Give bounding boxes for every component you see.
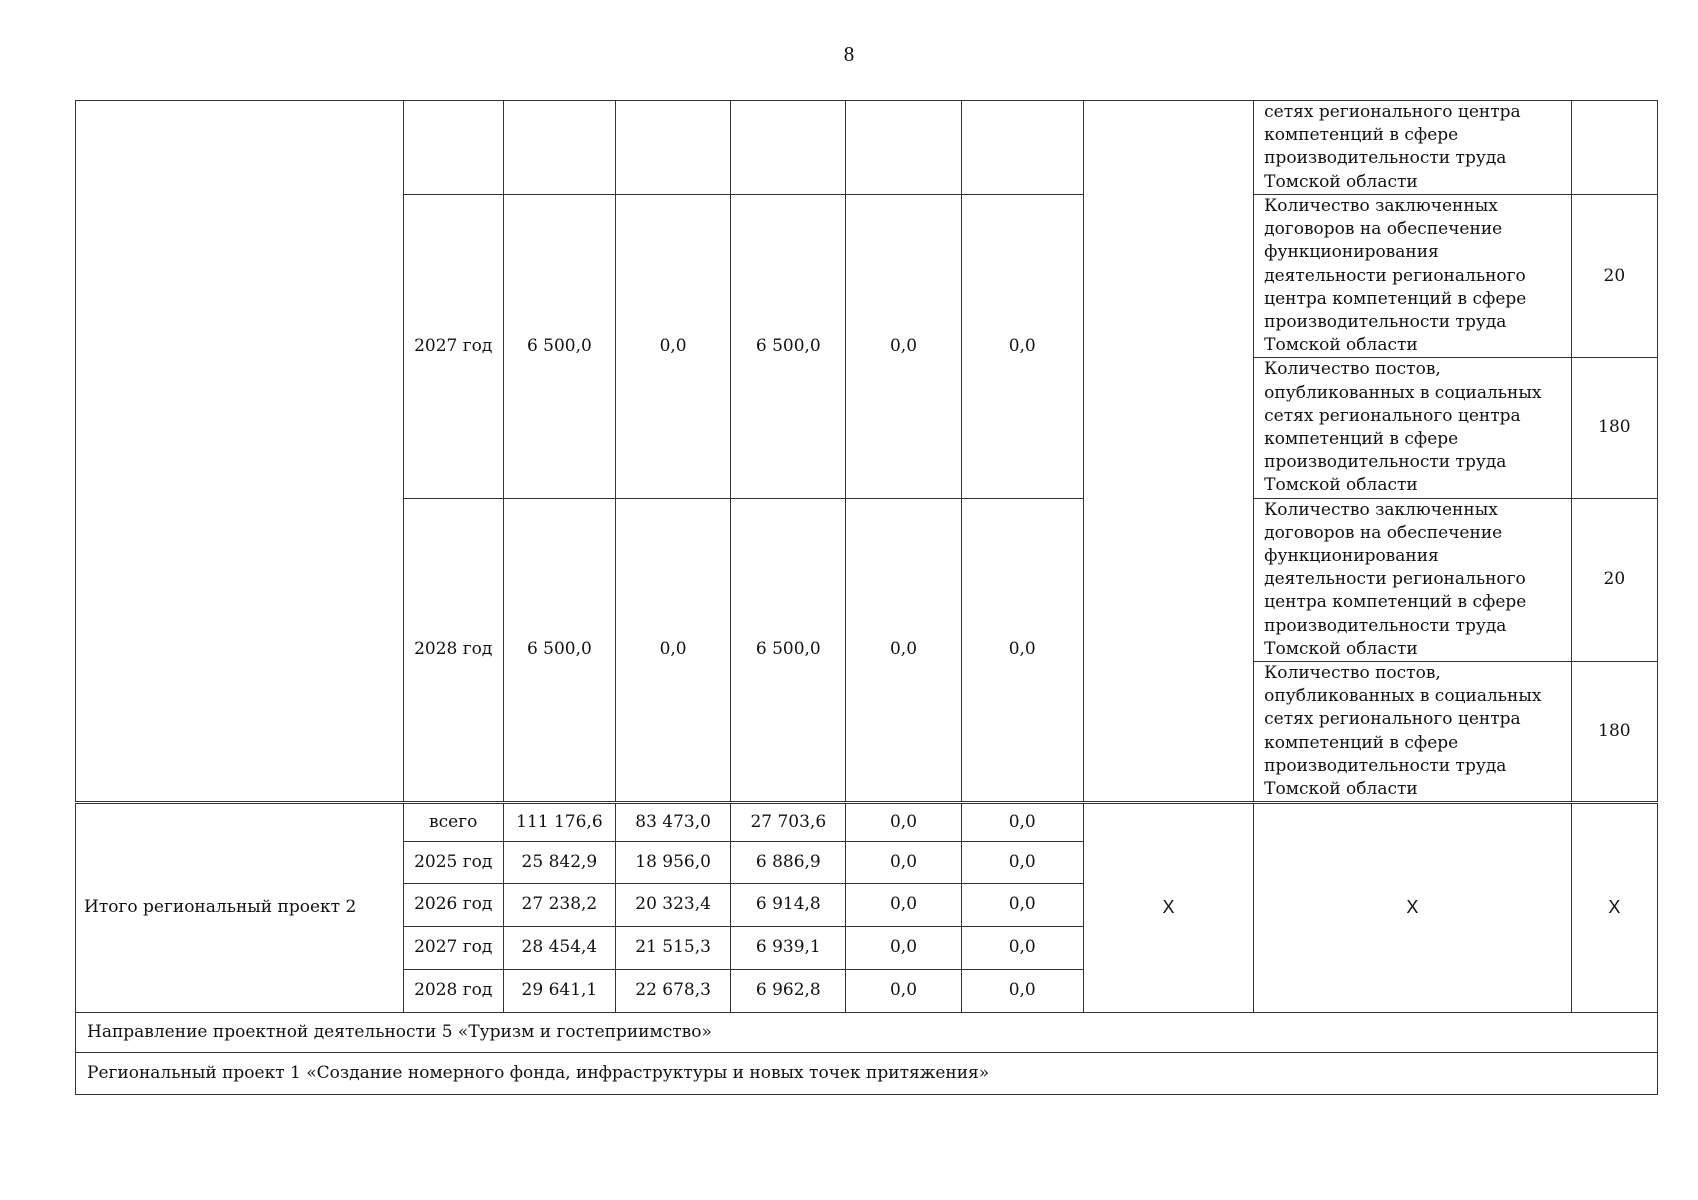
section-row — [76, 1013, 1658, 1053]
year-cell: 2028 год — [403, 498, 503, 802]
total-table — [75, 803, 1658, 1095]
indicator-value-cell: 180 — [1571, 662, 1657, 802]
indicator-value-cell: 20 — [1571, 195, 1657, 358]
value-cell: 6 914,8 — [731, 884, 846, 927]
value-cell — [616, 101, 731, 195]
period-cell: всего — [403, 804, 503, 842]
period-cell: 2026 год — [403, 884, 503, 927]
period-cell: 2025 год — [403, 842, 503, 884]
value-cell: 0,0 — [961, 927, 1083, 970]
indicator-value-cell: 20 — [1571, 498, 1657, 661]
value-cell: 0,0 — [846, 804, 961, 842]
value-cell: 83 473,0 — [616, 804, 731, 842]
value-cell: 0,0 — [961, 498, 1083, 802]
indicator-cell: Количество заключенных договоров на обеспечение функционирования деятельности регионального центра компетенций в сфере производительности труда Томской области — [1254, 195, 1572, 358]
value-cell: 0,0 — [846, 884, 961, 927]
indicator-value-cell: 180 — [1571, 358, 1657, 498]
value-cell: 0,0 — [961, 195, 1083, 499]
value-cell: 21 515,3 — [616, 927, 731, 970]
indicator-cell: Количество заключенных договоров на обеспечение функционирования деятельности регионального центра компетенций в сфере производительности труда Томской области — [1254, 498, 1572, 661]
x-mark: X — [1254, 804, 1572, 1013]
section-heading: Направление проектной деятельности 5 «Туризм и гостеприимство» — [76, 1013, 1658, 1053]
value-cell: 6 500,0 — [731, 498, 846, 802]
value-cell: 20 323,4 — [616, 884, 731, 927]
value-cell — [961, 101, 1083, 195]
total-label: Итого региональный проект 2 — [76, 804, 404, 1013]
value-cell: 0,0 — [616, 195, 731, 499]
value-cell: 6 962,8 — [731, 970, 846, 1013]
value-cell — [503, 101, 615, 195]
period-cell: 2028 год — [403, 970, 503, 1013]
value-cell: 0,0 — [846, 970, 961, 1013]
responsible-cell — [1083, 101, 1253, 802]
indicator-cell: Количество постов, опубликованных в социальных сетях регионального центра компетенций в сфере производительности труда Томской области — [1254, 662, 1572, 802]
value-cell: 18 956,0 — [616, 842, 731, 884]
value-cell: 6 939,1 — [731, 927, 846, 970]
value-cell: 0,0 — [961, 842, 1083, 884]
period-cell: 2027 год — [403, 927, 503, 970]
value-cell: 6 500,0 — [503, 195, 615, 499]
value-cell: 0,0 — [961, 884, 1083, 927]
value-cell — [846, 101, 961, 195]
project-name-cell — [76, 101, 404, 802]
value-cell: 28 454,4 — [503, 927, 615, 970]
value-cell: 22 678,3 — [616, 970, 731, 1013]
page-number: 8 — [843, 42, 855, 66]
value-cell — [731, 101, 846, 195]
indicator-cell: Количество постов, опубликованных в социальных сетях регионального центра компетенций в сфере производительности труда Томской области — [1254, 358, 1572, 498]
year-cell — [403, 101, 503, 195]
value-cell: 6 886,9 — [731, 842, 846, 884]
x-mark: X — [1571, 804, 1657, 1013]
table-row — [76, 101, 1658, 195]
value-cell: 0,0 — [846, 927, 961, 970]
indicator-value-cell — [1571, 101, 1657, 195]
value-cell: 25 842,9 — [503, 842, 615, 884]
value-cell: 0,0 — [846, 842, 961, 884]
value-cell: 0,0 — [616, 498, 731, 802]
x-mark: X — [1083, 804, 1253, 1013]
year-cell: 2027 год — [403, 195, 503, 499]
indicator-cell: сетях регионального центра компетенций в сфере производительности труда Томской области — [1254, 101, 1572, 195]
value-cell: 0,0 — [846, 498, 961, 802]
value-cell: 111 176,6 — [503, 804, 615, 842]
budget-table — [75, 100, 1658, 802]
value-cell: 0,0 — [961, 804, 1083, 842]
value-cell: 6 500,0 — [731, 195, 846, 499]
value-cell: 27 238,2 — [503, 884, 615, 927]
table-row — [76, 804, 1658, 842]
value-cell: 29 641,1 — [503, 970, 615, 1013]
value-cell: 0,0 — [961, 970, 1083, 1013]
value-cell: 27 703,6 — [731, 804, 846, 842]
value-cell: 0,0 — [846, 195, 961, 499]
value-cell: 6 500,0 — [503, 498, 615, 802]
section-heading: Региональный проект 1 «Создание номерного фонда, инфраструктуры и новых точек притяжения» — [76, 1053, 1658, 1095]
section-row — [76, 1053, 1658, 1095]
